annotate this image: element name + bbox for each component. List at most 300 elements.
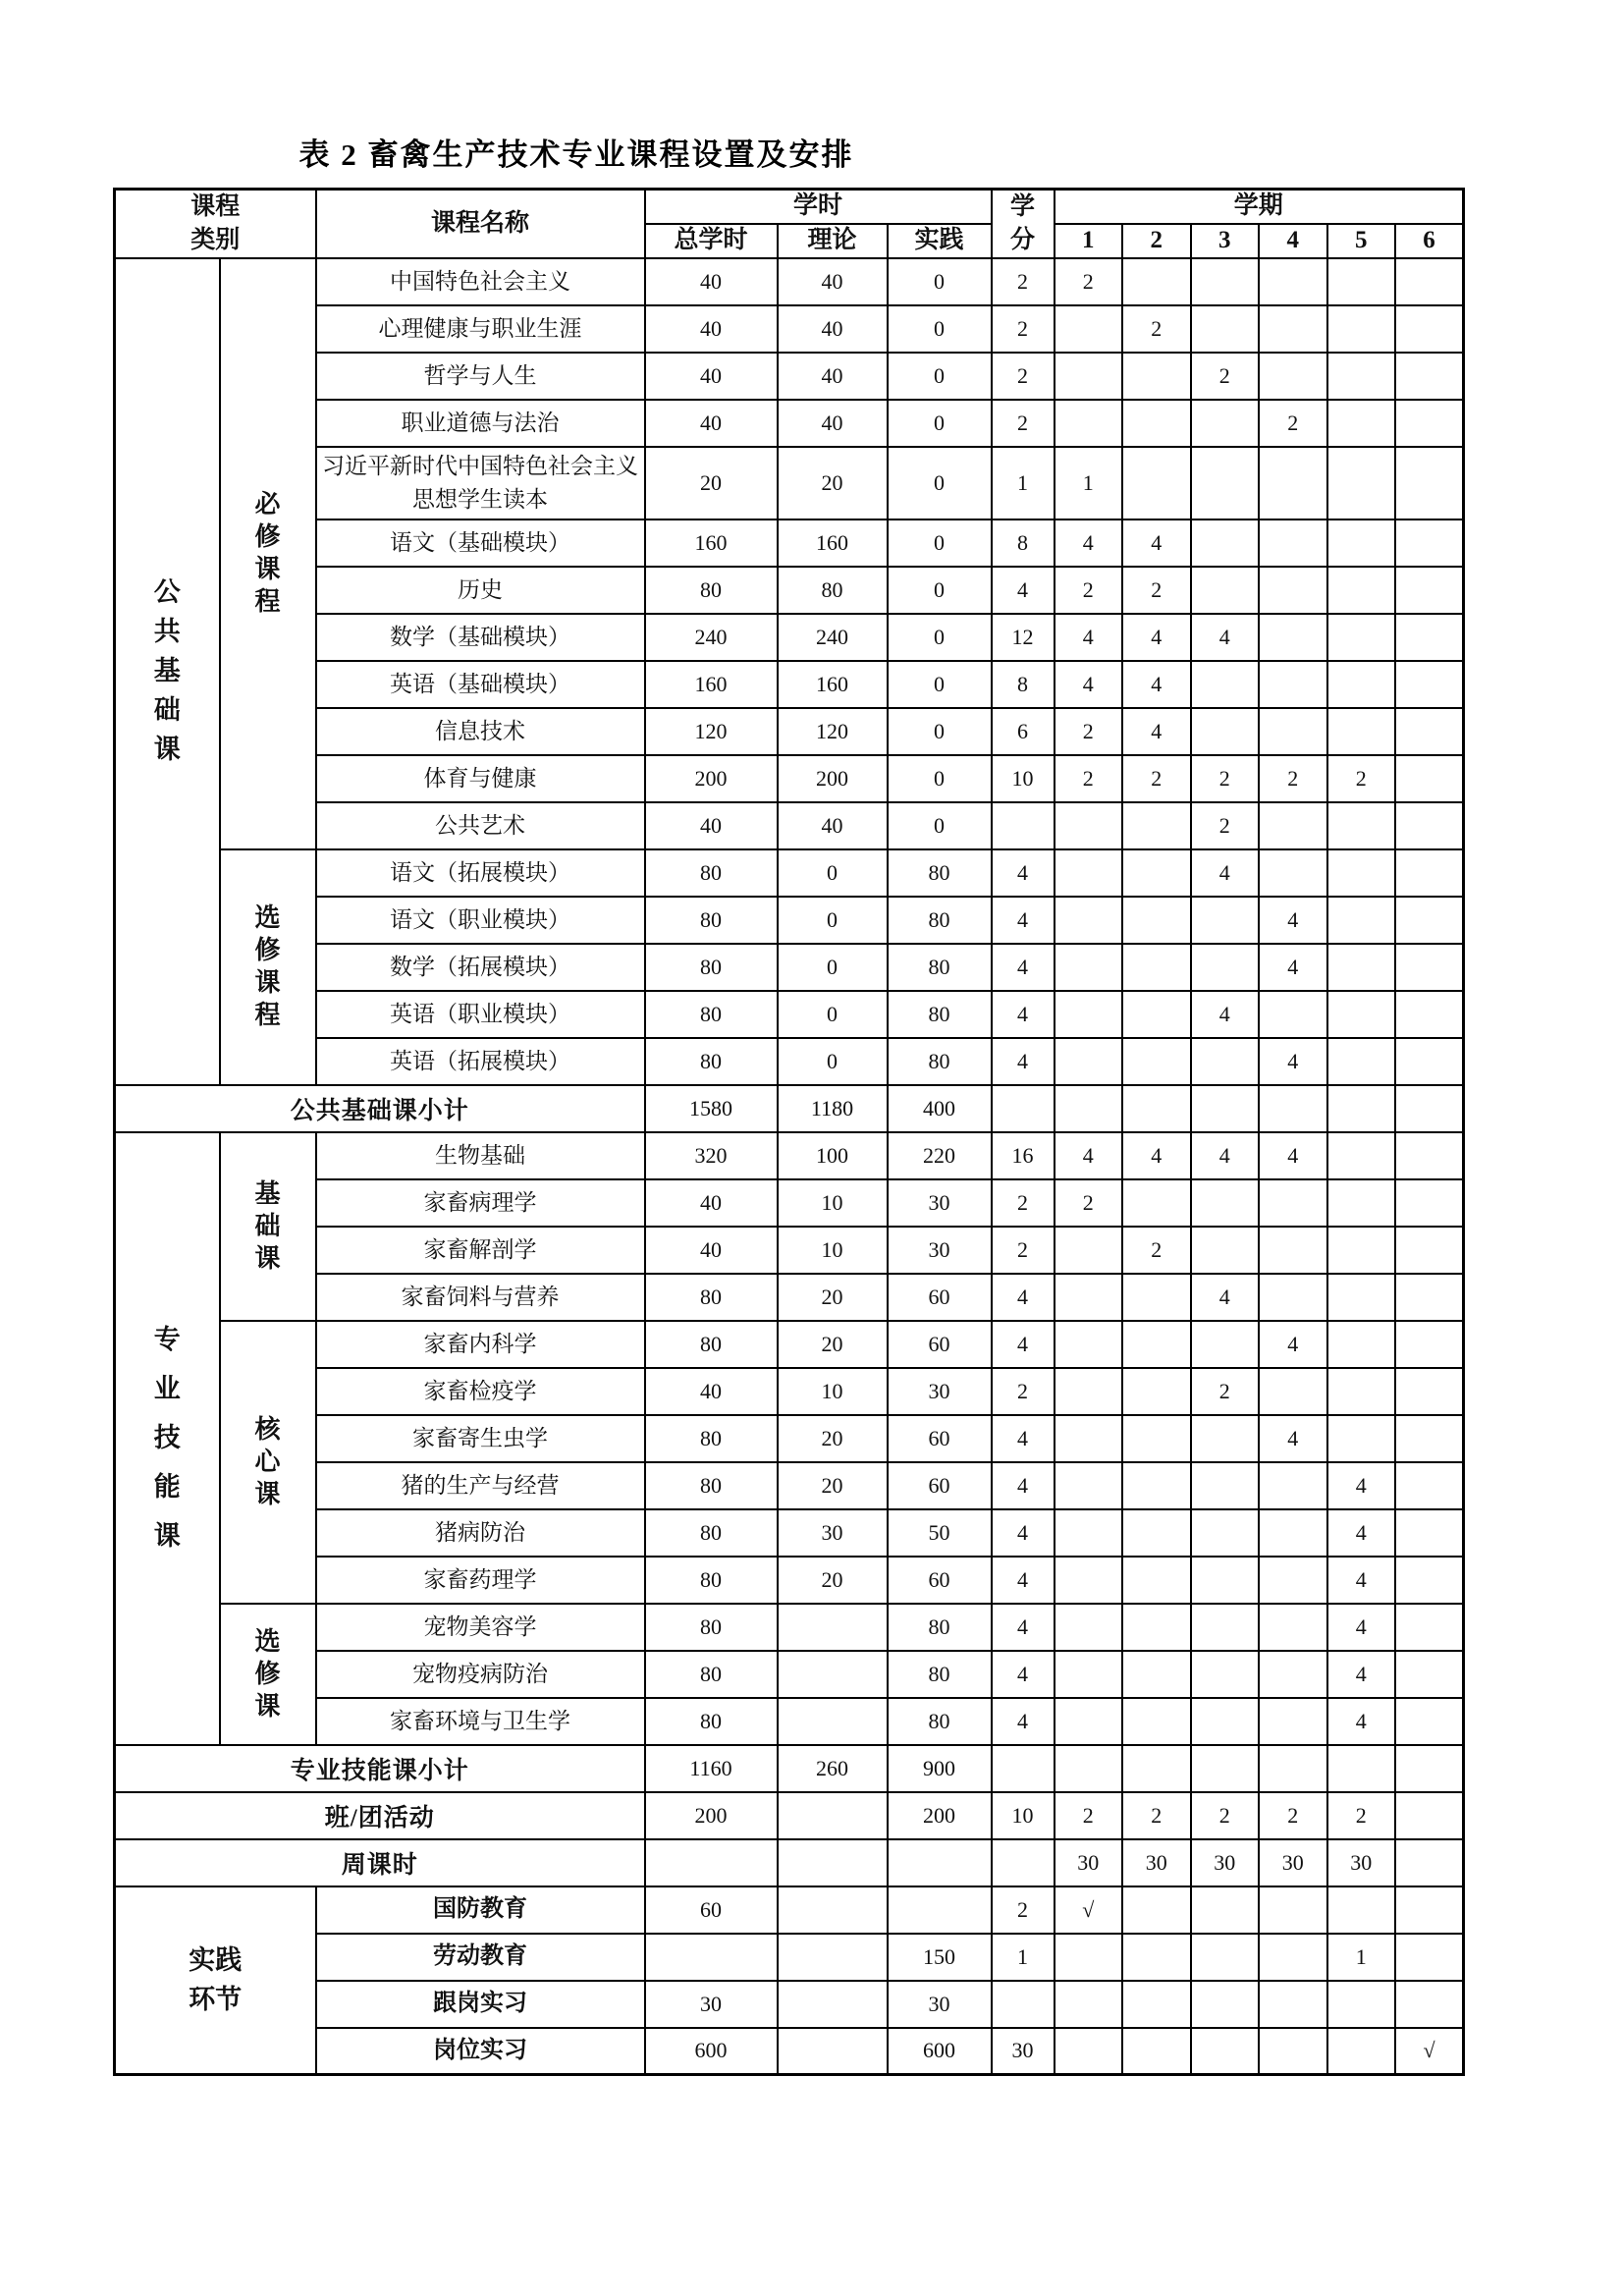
vertical-label-char: 专 — [153, 1325, 181, 1354]
total-hours: 40 — [645, 1227, 778, 1274]
course-row — [115, 1227, 1464, 1274]
course-name: 国防教育 — [316, 1886, 645, 1934]
semester-3-value — [1191, 1698, 1260, 1745]
semester-3-value: 4 — [1191, 1132, 1260, 1179]
credits: 2 — [992, 1227, 1055, 1274]
credits: 2 — [992, 1886, 1055, 1934]
semester-2-value — [1122, 1415, 1191, 1462]
semester-5-value — [1327, 661, 1396, 708]
header-semester-1: 1 — [1055, 224, 1123, 258]
credits: 4 — [992, 897, 1055, 944]
semester-2-value — [1122, 353, 1191, 400]
semester-5-value — [1327, 802, 1396, 849]
credits: 4 — [992, 991, 1055, 1038]
semester-3-value — [1191, 1415, 1260, 1462]
header-semester-2: 2 — [1122, 224, 1191, 258]
semester-2-value — [1122, 1179, 1191, 1227]
theory-hours: 20 — [778, 1462, 888, 1509]
semester-5-value — [1327, 258, 1396, 305]
semester-5-value — [1327, 897, 1396, 944]
semester-2-value — [1122, 1038, 1191, 1085]
semester-1-value — [1055, 1509, 1123, 1557]
vertical-label-char: 能 — [153, 1472, 181, 1502]
semester-2-value: 4 — [1122, 708, 1191, 755]
total-hours: 80 — [645, 1462, 778, 1509]
semester-3-value — [1191, 1179, 1260, 1227]
practice-hours — [888, 1839, 992, 1886]
semester-6-value — [1395, 1934, 1464, 1981]
credits: 2 — [992, 258, 1055, 305]
vertical-label-char: 课 — [254, 968, 281, 997]
semester-1-value — [1055, 400, 1123, 447]
category-label — [115, 258, 220, 1085]
header-category-text: 课程类别 — [190, 193, 241, 253]
semester-2-value: 4 — [1122, 519, 1191, 567]
semester-4-value: 4 — [1259, 944, 1327, 991]
semester-4-value — [1259, 1886, 1327, 1934]
practice-hours: 80 — [888, 1698, 992, 1745]
practice-course-row — [115, 1934, 1464, 1981]
total-hours: 40 — [645, 400, 778, 447]
theory-hours: 10 — [778, 1368, 888, 1415]
semester-5-value — [1327, 708, 1396, 755]
semester-4-value — [1259, 258, 1327, 305]
semester-6-value — [1395, 1038, 1464, 1085]
course-row — [115, 755, 1464, 802]
semester-6-value: √ — [1395, 2028, 1464, 2075]
semester-1-value — [1055, 1415, 1123, 1462]
credits: 16 — [992, 1132, 1055, 1179]
semester-5-value: 4 — [1327, 1557, 1396, 1604]
subtotal-total-hours: 1580 — [645, 1085, 778, 1132]
subgroup-label — [220, 1132, 316, 1321]
semester-5-value: 2 — [1327, 755, 1396, 802]
row-label: 周课时 — [115, 1839, 645, 1886]
vertical-label — [221, 1414, 315, 1508]
theory-hours: 10 — [778, 1179, 888, 1227]
subtotal-credits — [992, 1745, 1055, 1792]
practice-hours: 30 — [888, 1368, 992, 1415]
course-name: 信息技术 — [316, 708, 645, 755]
practice-hours: 0 — [888, 567, 992, 614]
practice-course-row — [115, 1886, 1464, 1934]
vertical-label-char: 业 — [153, 1374, 181, 1403]
semester-3-value: 4 — [1191, 614, 1260, 661]
semester-6-value — [1395, 1227, 1464, 1274]
course-row — [115, 519, 1464, 567]
credits: 1 — [992, 447, 1055, 519]
practice-hours: 0 — [888, 353, 992, 400]
practice-hours: 60 — [888, 1415, 992, 1462]
credits: 4 — [992, 1415, 1055, 1462]
credits: 4 — [992, 1557, 1055, 1604]
total-hours: 80 — [645, 1698, 778, 1745]
semester-1-value — [1055, 1981, 1123, 2028]
practice-hours: 50 — [888, 1509, 992, 1557]
semester-2-value — [1122, 1886, 1191, 1934]
semester-4-value — [1259, 1179, 1327, 1227]
total-hours: 160 — [645, 661, 778, 708]
practice-hours: 0 — [888, 614, 992, 661]
semester-4-value — [1259, 305, 1327, 353]
semester-4-value — [1259, 1698, 1327, 1745]
semester-1-value: 2 — [1055, 567, 1123, 614]
course-name: 家畜饲料与营养 — [316, 1274, 645, 1321]
practice-hours: 80 — [888, 897, 992, 944]
course-name: 猪病防治 — [316, 1509, 645, 1557]
semester-6-value — [1395, 1557, 1464, 1604]
course-name: 家畜检疫学 — [316, 1368, 645, 1415]
vertical-label-char: 程 — [254, 587, 281, 616]
total-hours: 80 — [645, 1557, 778, 1604]
semester-1-value — [1055, 1368, 1123, 1415]
semester-4-value — [1259, 1368, 1327, 1415]
theory-hours — [778, 1651, 888, 1698]
semester-2-value: 2 — [1122, 1792, 1191, 1839]
semester-2-value — [1122, 1509, 1191, 1557]
subgroup-label — [220, 1604, 316, 1745]
semester-6-value — [1395, 353, 1464, 400]
semester-6-value — [1395, 802, 1464, 849]
subtotal-semester-6 — [1395, 1085, 1464, 1132]
subgroup-label — [220, 258, 316, 849]
semester-2-value: 4 — [1122, 614, 1191, 661]
total-hours: 80 — [645, 567, 778, 614]
course-row — [115, 1462, 1464, 1509]
semester-2-value — [1122, 1557, 1191, 1604]
practice-hours: 60 — [888, 1274, 992, 1321]
total-hours: 160 — [645, 519, 778, 567]
theory-hours: 10 — [778, 1227, 888, 1274]
course-row — [115, 1651, 1464, 1698]
total-hours: 40 — [645, 1368, 778, 1415]
semester-4-value — [1259, 661, 1327, 708]
theory-hours — [778, 1698, 888, 1745]
semester-1-value — [1055, 1557, 1123, 1604]
theory-hours: 40 — [778, 400, 888, 447]
vertical-label-char: 选 — [254, 903, 281, 932]
practice-hours: 60 — [888, 1321, 992, 1368]
total-hours: 60 — [645, 1886, 778, 1934]
semester-3-value — [1191, 1934, 1260, 1981]
theory-hours: 40 — [778, 353, 888, 400]
practice-course-row — [115, 2028, 1464, 2075]
table-header — [115, 190, 1464, 258]
semester-1-value: 4 — [1055, 661, 1123, 708]
subtotal-total-hours: 1160 — [645, 1745, 778, 1792]
practice-course-row — [115, 1981, 1464, 2028]
header-row-1 — [115, 190, 1464, 224]
practice-hours: 0 — [888, 400, 992, 447]
subtotal-semester-5 — [1327, 1085, 1396, 1132]
semester-4-value — [1259, 708, 1327, 755]
vertical-label-char: 基 — [153, 656, 181, 685]
semester-5-value — [1327, 614, 1396, 661]
total-hours: 80 — [645, 1038, 778, 1085]
curriculum-table — [113, 188, 1465, 2076]
semester-1-value — [1055, 991, 1123, 1038]
semester-1-value — [1055, 1462, 1123, 1509]
semester-4-value: 2 — [1259, 400, 1327, 447]
practice-hours: 80 — [888, 1604, 992, 1651]
semester-1-value: √ — [1055, 1886, 1123, 1934]
subtotal-semester-1 — [1055, 1085, 1123, 1132]
semester-6-value — [1395, 1509, 1464, 1557]
semester-6-value — [1395, 1604, 1464, 1651]
total-hours: 40 — [645, 305, 778, 353]
total-hours: 80 — [645, 1274, 778, 1321]
total-hours: 80 — [645, 1415, 778, 1462]
vertical-label-char: 课 — [254, 1243, 281, 1273]
theory-hours: 40 — [778, 258, 888, 305]
vertical-label — [221, 1626, 315, 1721]
semester-6-value — [1395, 567, 1464, 614]
semester-1-value — [1055, 944, 1123, 991]
subtotal-label: 公共基础课小计 — [115, 1085, 645, 1132]
semester-5-value — [1327, 1981, 1396, 2028]
practice-hours — [888, 1886, 992, 1934]
semester-2-value — [1122, 944, 1191, 991]
semester-2-value — [1122, 400, 1191, 447]
semester-6-value — [1395, 1179, 1464, 1227]
semester-2-value — [1122, 1934, 1191, 1981]
practice-hours: 0 — [888, 258, 992, 305]
semester-1-value — [1055, 802, 1123, 849]
semester-6-value — [1395, 447, 1464, 519]
course-name: 家畜药理学 — [316, 1557, 645, 1604]
course-row — [115, 1368, 1464, 1415]
credits — [992, 1981, 1055, 2028]
subtotal-semester-4 — [1259, 1745, 1327, 1792]
course-name: 语文（职业模块） — [316, 897, 645, 944]
subtotal-practice-hours: 900 — [888, 1745, 992, 1792]
semester-1-value: 1 — [1055, 447, 1123, 519]
total-hours: 600 — [645, 2028, 778, 2075]
total-hours — [645, 1839, 778, 1886]
semester-1-value — [1055, 1698, 1123, 1745]
theory-hours — [778, 1604, 888, 1651]
theory-hours: 0 — [778, 897, 888, 944]
credits: 4 — [992, 1321, 1055, 1368]
vertical-label-char: 础 — [153, 695, 181, 725]
theory-hours: 200 — [778, 755, 888, 802]
course-row — [115, 991, 1464, 1038]
credits: 2 — [992, 1179, 1055, 1227]
semester-5-value: 4 — [1327, 1698, 1396, 1745]
semester-5-value: 4 — [1327, 1509, 1396, 1557]
course-row — [115, 353, 1464, 400]
semester-2-value — [1122, 1651, 1191, 1698]
semester-4-value — [1259, 353, 1327, 400]
credits: 4 — [992, 944, 1055, 991]
practice-hours: 0 — [888, 802, 992, 849]
semester-6-value — [1395, 991, 1464, 1038]
semester-6-value — [1395, 897, 1464, 944]
semester-1-value — [1055, 1651, 1123, 1698]
total-hours: 40 — [645, 1179, 778, 1227]
semester-2-value — [1122, 1462, 1191, 1509]
semester-5-value — [1327, 991, 1396, 1038]
course-row — [115, 1557, 1464, 1604]
semester-1-value — [1055, 2028, 1123, 2075]
theory-hours: 20 — [778, 1557, 888, 1604]
course-row — [115, 567, 1464, 614]
course-row — [115, 1509, 1464, 1557]
vertical-label-char: 程 — [254, 1001, 281, 1029]
semester-1-value: 4 — [1055, 614, 1123, 661]
semester-2-value — [1122, 897, 1191, 944]
vertical-label-char: 共 — [153, 617, 181, 646]
practice-hours: 0 — [888, 305, 992, 353]
semester-3-value — [1191, 1038, 1260, 1085]
semester-5-value — [1327, 1886, 1396, 1934]
semester-4-value — [1259, 1604, 1327, 1651]
subtotal-semester-3 — [1191, 1745, 1260, 1792]
course-name: 岗位实习 — [316, 2028, 645, 2075]
course-name: 英语（基础模块） — [316, 661, 645, 708]
theory-hours: 0 — [778, 944, 888, 991]
activity-row — [115, 1792, 1464, 1839]
course-name: 数学（基础模块） — [316, 614, 645, 661]
header-hours-sub-1: 总学时 — [645, 224, 778, 258]
semester-5-value — [1327, 2028, 1396, 2075]
credits — [992, 802, 1055, 849]
semester-5-value — [1327, 400, 1396, 447]
semester-1-value — [1055, 1038, 1123, 1085]
header-credits — [992, 190, 1055, 258]
header-category — [115, 190, 316, 258]
practice-section-label — [115, 1886, 316, 2075]
semester-6-value — [1395, 400, 1464, 447]
total-hours: 80 — [645, 1509, 778, 1557]
theory-hours: 240 — [778, 614, 888, 661]
theory-hours — [778, 1934, 888, 1981]
semester-1-value — [1055, 1934, 1123, 1981]
course-row — [115, 1179, 1464, 1227]
semester-5-value: 2 — [1327, 1792, 1396, 1839]
theory-hours — [778, 1792, 888, 1839]
subtotal-semester-2 — [1122, 1745, 1191, 1792]
semester-6-value — [1395, 1415, 1464, 1462]
semester-2-value: 2 — [1122, 305, 1191, 353]
semester-3-value: 2 — [1191, 353, 1260, 400]
semester-1-value — [1055, 353, 1123, 400]
course-name: 语文（拓展模块） — [316, 849, 645, 897]
semester-6-value — [1395, 519, 1464, 567]
semester-6-value — [1395, 1792, 1464, 1839]
credits: 4 — [992, 1462, 1055, 1509]
semester-3-value — [1191, 447, 1260, 519]
semester-4-value — [1259, 802, 1327, 849]
semester-5-value — [1327, 567, 1396, 614]
semester-2-value — [1122, 802, 1191, 849]
semester-3-value — [1191, 1604, 1260, 1651]
semester-6-value — [1395, 1981, 1464, 2028]
vertical-label-char: 技 — [153, 1423, 181, 1452]
semester-1-value: 30 — [1055, 1839, 1123, 1886]
semester-4-value — [1259, 1227, 1327, 1274]
practice-hours: 0 — [888, 661, 992, 708]
semester-6-value — [1395, 1132, 1464, 1179]
semester-5-value — [1327, 849, 1396, 897]
semester-6-value — [1395, 944, 1464, 991]
course-row — [115, 897, 1464, 944]
semester-2-value: 2 — [1122, 567, 1191, 614]
semester-6-value — [1395, 708, 1464, 755]
semester-3-value — [1191, 1321, 1260, 1368]
semester-4-value: 4 — [1259, 1321, 1327, 1368]
credits: 8 — [992, 519, 1055, 567]
credits: 4 — [992, 1274, 1055, 1321]
total-hours — [645, 1934, 778, 1981]
credits: 2 — [992, 1368, 1055, 1415]
credits: 2 — [992, 353, 1055, 400]
semester-4-value — [1259, 1934, 1327, 1981]
semester-5-value: 4 — [1327, 1604, 1396, 1651]
semester-2-value — [1122, 1604, 1191, 1651]
vertical-label-char: 公 — [153, 577, 181, 607]
theory-hours — [778, 1981, 888, 2028]
semester-3-value — [1191, 1886, 1260, 1934]
course-name: 心理健康与职业生涯 — [316, 305, 645, 353]
course-name: 劳动教育 — [316, 1934, 645, 1981]
semester-4-value — [1259, 1509, 1327, 1557]
theory-hours — [778, 1886, 888, 1934]
subgroup-label — [220, 849, 316, 1085]
semester-4-value — [1259, 567, 1327, 614]
course-name: 数学（拓展模块） — [316, 944, 645, 991]
semester-6-value — [1395, 305, 1464, 353]
semester-5-value — [1327, 1227, 1396, 1274]
course-row — [115, 1604, 1464, 1651]
semester-2-value: 4 — [1122, 1132, 1191, 1179]
semester-2-value — [1122, 2028, 1191, 2075]
semester-5-value — [1327, 1274, 1396, 1321]
header-semester-6: 6 — [1395, 224, 1464, 258]
practice-hours: 60 — [888, 1557, 992, 1604]
course-row — [115, 661, 1464, 708]
semester-2-value: 30 — [1122, 1839, 1191, 1886]
semester-1-value — [1055, 1604, 1123, 1651]
course-name: 公共艺术 — [316, 802, 645, 849]
theory-hours: 0 — [778, 991, 888, 1038]
theory-hours — [778, 2028, 888, 2075]
semester-2-value — [1122, 849, 1191, 897]
semester-4-value — [1259, 447, 1327, 519]
theory-hours: 30 — [778, 1509, 888, 1557]
semester-3-value: 2 — [1191, 1368, 1260, 1415]
vertical-label-char: 修 — [254, 936, 281, 964]
total-hours: 40 — [645, 353, 778, 400]
course-row — [115, 944, 1464, 991]
semester-6-value — [1395, 1274, 1464, 1321]
semester-1-value: 2 — [1055, 755, 1123, 802]
course-row — [115, 447, 1464, 519]
semester-1-value — [1055, 1227, 1123, 1274]
semester-3-value — [1191, 1462, 1260, 1509]
credits: 4 — [992, 1698, 1055, 1745]
credits: 4 — [992, 1604, 1055, 1651]
semester-5-value — [1327, 353, 1396, 400]
practice-hours: 200 — [888, 1792, 992, 1839]
vertical-label-char: 课 — [254, 555, 281, 583]
vertical-label — [116, 579, 219, 763]
course-name: 习近平新时代中国特色社会主义思想学生读本 — [316, 447, 645, 519]
course-name: 历史 — [316, 567, 645, 614]
semester-5-value — [1327, 1415, 1396, 1462]
course-row — [115, 1038, 1464, 1085]
header-course-name: 课程名称 — [316, 190, 645, 258]
